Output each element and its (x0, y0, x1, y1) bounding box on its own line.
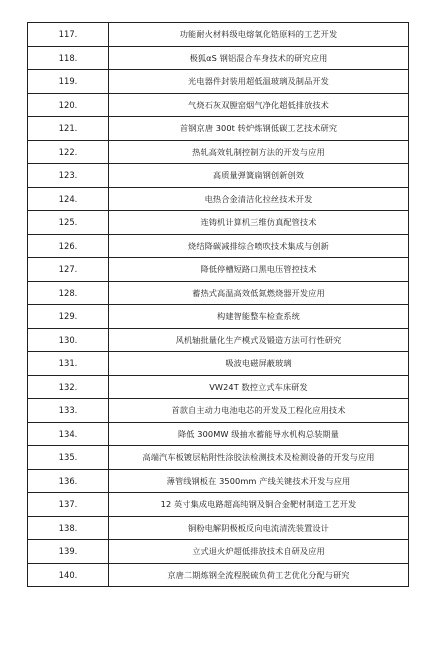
table-row (28, 446, 409, 470)
project-name: 薄管线钢板在 3500mm 产线关键技术开发与应用 (109, 469, 409, 493)
row-number: 120. (28, 93, 109, 117)
project-name: 电热合金清洁化拉丝技术开发 (109, 187, 409, 211)
table-row (28, 493, 409, 517)
project-name: 吸波电磁屏蔽玻璃 (109, 352, 409, 376)
row-number: 117. (28, 23, 109, 47)
row-number: 133. (28, 399, 109, 423)
table-row (28, 399, 409, 423)
table-body (28, 23, 409, 587)
project-name: 极狐αS 钢铝混合车身技术的研究应用 (109, 46, 409, 70)
project-name: 12 英寸集成电路超高纯钢及铜合金靶材制造工艺开发 (109, 493, 409, 517)
table-row (28, 516, 409, 540)
project-name: 铜粉电解阴极板反向电流清洗装置设计 (109, 516, 409, 540)
project-name: 光电器件封装用超低温玻璃及制品开发 (109, 70, 409, 94)
table-row (28, 70, 409, 94)
row-number: 136. (28, 469, 109, 493)
table-row (28, 187, 409, 211)
project-name: 首款自主动力电池电芯的开发及工程化应用技术 (109, 399, 409, 423)
table-row (28, 23, 409, 47)
table-row (28, 140, 409, 164)
project-name: 首钢京唐 300t 转炉炼钢低碳工艺技术研究 (109, 117, 409, 141)
project-name: 热轧高效轧制控制方法的开发与应用 (109, 140, 409, 164)
row-number: 122. (28, 140, 109, 164)
row-number: 131. (28, 352, 109, 376)
table-row (28, 93, 409, 117)
table-row (28, 281, 409, 305)
row-number: 130. (28, 328, 109, 352)
row-number: 119. (28, 70, 109, 94)
project-name: 蓄热式高温高效低氮燃烧器开发应用 (109, 281, 409, 305)
row-number: 125. (28, 211, 109, 235)
row-number: 132. (28, 375, 109, 399)
row-number: 140. (28, 563, 109, 587)
project-name: 降低 300MW 级抽水蓄能导水机构总装期量 (109, 422, 409, 446)
project-name: 立式退火炉超低排放技术自研及应用 (109, 540, 409, 564)
table-row (28, 422, 409, 446)
project-name: 烧结降碳减排综合喷吹技术集成与创新 (109, 234, 409, 258)
table-row (28, 258, 409, 282)
row-number: 121. (28, 117, 109, 141)
project-name: 构建智能整车检查系统 (109, 305, 409, 329)
project-name: 功能耐火材料级电熔氧化锆原料的工艺开发 (109, 23, 409, 47)
table-row (28, 563, 409, 587)
project-name: 风机轴批量化生产模式及锻造方法可行性研究 (109, 328, 409, 352)
project-name: 连铸机计算机三维仿真配管技术 (109, 211, 409, 235)
project-name: 气烧石灰双膛窑烟气净化超低排放技术 (109, 93, 409, 117)
row-number: 126. (28, 234, 109, 258)
project-name: 高质量弹簧扁钢创新创效 (109, 164, 409, 188)
project-name: 高端汽车板镀层粘附性涂胶法检测技术及检测设备的开发与应用 (109, 446, 409, 470)
table-row (28, 46, 409, 70)
table-row (28, 305, 409, 329)
row-number: 123. (28, 164, 109, 188)
table-row (28, 211, 409, 235)
table-row (28, 540, 409, 564)
row-number: 137. (28, 493, 109, 517)
table-row (28, 117, 409, 141)
row-number: 127. (28, 258, 109, 282)
project-name: 降低停槽短路口黑电压管控技术 (109, 258, 409, 282)
table-row (28, 375, 409, 399)
row-number: 118. (28, 46, 109, 70)
row-number: 134. (28, 422, 109, 446)
row-number: 138. (28, 516, 109, 540)
row-number: 139. (28, 540, 109, 564)
row-number: 124. (28, 187, 109, 211)
project-name: 京唐二期炼钢全流程脱硫负荷工艺优化分配与研究 (109, 563, 409, 587)
table-row (28, 234, 409, 258)
row-number: 128. (28, 281, 109, 305)
table-row (28, 164, 409, 188)
row-number: 129. (28, 305, 109, 329)
table-row (28, 352, 409, 376)
project-list-table (27, 22, 409, 587)
table-row (28, 328, 409, 352)
row-number: 135. (28, 446, 109, 470)
project-name: VW24T 数控立式车床研发 (109, 375, 409, 399)
table-row (28, 469, 409, 493)
